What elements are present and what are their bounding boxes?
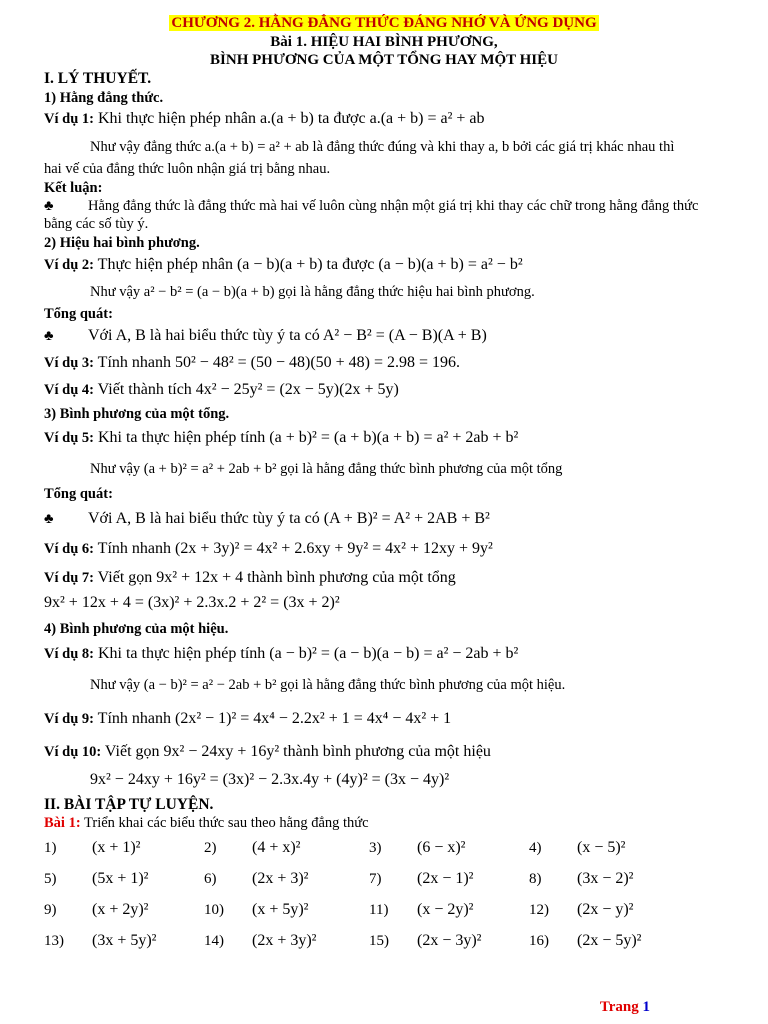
example-3-text: Tính nhanh 50² − 48² = (50 − 48)(50 + 48) = 2.98 = 196. — [93, 354, 461, 371]
conclusion-label: Kết luận: — [44, 180, 103, 196]
example-2-continuation: Như vậy a² − b² = (a − b)(a + b) gọi là hằng đẳng thức hiệu hai bình phương. — [90, 284, 535, 300]
example-9 — [44, 710, 738, 728]
exercise-expression: (6 − x)² — [417, 839, 466, 856]
exercise-expression: (2x − 5y)² — [577, 932, 642, 949]
exercise-item — [369, 929, 481, 953]
exercise-item — [529, 836, 625, 860]
exercise-expression: (x − 2y)² — [417, 901, 474, 918]
exercise-expression: (x − 5)² — [577, 839, 626, 856]
lesson-subtitle: BÌNH PHƯƠNG CỦA MỘT TỔNG HAY MỘT HIỆU — [210, 52, 558, 68]
club-bullet-icon: ♣ — [44, 511, 54, 527]
exercise-item — [369, 898, 473, 922]
lesson-title: Bài 1. HIỆU HAI BÌNH PHƯƠNG, — [270, 34, 498, 50]
practice-heading: II. BÀI TẬP TỰ LUYỆN. — [44, 796, 214, 813]
example-7-label: Ví dụ 7: — [44, 570, 94, 586]
example-7-equation: 9x² + 12x + 4 = (3x)² + 2.3x.2 + 2² = (3x + 2)² — [44, 594, 340, 611]
exercise-number: 4) — [529, 840, 542, 856]
exercise-expression: (4 + x)² — [252, 839, 301, 856]
exercise-item — [529, 929, 641, 953]
exercise-number: 15) — [369, 933, 389, 949]
section-3-heading: 3) Bình phương của một tổng. — [44, 406, 230, 422]
general-rule-3 — [44, 510, 738, 528]
exercise-item — [44, 836, 140, 860]
exercise-number: 14) — [204, 933, 224, 949]
conclusion-line-2: bằng các số tùy ý. — [44, 216, 149, 232]
exercise-expression: (2x − 3y)² — [417, 932, 482, 949]
exercise-number: 13) — [44, 933, 64, 949]
example-7 — [44, 569, 738, 587]
example-6 — [44, 540, 738, 558]
theory-heading: I. LÝ THUYẾT. — [44, 70, 152, 87]
exercise-expression: (5x + 1)² — [92, 870, 149, 887]
exercise-item — [204, 836, 300, 860]
chapter-title: CHƯƠNG 2. HẰNG ĐẲNG THỨC ĐÁNG NHỚ VÀ ỨNG DỤNG — [171, 15, 597, 31]
exercise-item — [369, 867, 473, 891]
example-8-continuation: Như vậy (a − b)² = a² − 2ab + b² gọi là hằng đẳng thức bình phương của một hiệu. — [90, 677, 566, 693]
exercise-number: 2) — [204, 840, 217, 856]
exercise-number: 10) — [204, 902, 224, 918]
example-1-continuation-2: hai vế của đẳng thức luôn nhận giá trị bằng nhau. — [44, 161, 331, 177]
exercise-expression: (2x − 1)² — [417, 870, 474, 887]
exercise-number: 3) — [369, 840, 382, 856]
exercise-1-prompt — [44, 814, 738, 832]
general-rule-2 — [44, 327, 738, 345]
club-bullet-icon: ♣ — [44, 328, 54, 344]
example-3 — [44, 354, 738, 372]
exercise-expression: (2x − y)² — [577, 901, 634, 918]
example-5-text: Khi ta thực hiện phép tính (a + b)² = (a + b)(a + b) = a² + 2ab + b² — [93, 429, 519, 446]
exercise-1-text: Triển khai các biểu thức sau theo hằng đẳng thức — [80, 815, 369, 831]
exercise-row — [44, 929, 744, 959]
exercise-item — [529, 867, 633, 891]
exercise-expression: (3x + 5y)² — [92, 932, 157, 949]
example-2-label: Ví dụ 2: — [44, 257, 94, 273]
exercise-item — [44, 929, 156, 953]
chapter-title-line — [0, 14, 768, 32]
example-1-label: Ví dụ 1: — [44, 111, 94, 127]
exercise-item — [529, 898, 633, 922]
conclusion-text — [44, 197, 738, 215]
exercise-number: 5) — [44, 871, 57, 887]
example-8-text: Khi ta thực hiện phép tính (a − b)² = (a − b)(a − b) = a² − 2ab + b² — [93, 645, 519, 662]
example-8-label: Ví dụ 8: — [44, 646, 94, 662]
exercise-item — [204, 929, 316, 953]
general-label-3: Tổng quát: — [44, 486, 113, 502]
example-8 — [44, 645, 738, 663]
exercise-item — [44, 867, 148, 891]
example-4-text: Viết thành tích 4x² − 25y² = (2x − 5y)(2x + 5y) — [93, 381, 399, 398]
exercise-expression: (2x + 3y)² — [252, 932, 317, 949]
section-2-heading: 2) Hiệu hai bình phương. — [44, 235, 200, 251]
example-6-text: Tính nhanh (2x + 3y)² = 4x² + 2.6xy + 9y² = 4x² + 12xy + 9y² — [93, 540, 493, 557]
section-4-heading: 4) Bình phương của một hiệu. — [44, 621, 229, 637]
example-5-continuation: Như vậy (a + b)² = a² + 2ab + b² gọi là hằng đẳng thức bình phương của một tổng — [90, 461, 563, 477]
exercise-number: 9) — [44, 902, 57, 918]
exercise-number: 11) — [369, 902, 389, 918]
example-3-label: Ví dụ 3: — [44, 355, 94, 371]
exercise-number: 1) — [44, 840, 57, 856]
section-1-heading: 1) Hằng đẳng thức. — [44, 90, 164, 106]
exercise-1-label: Bài 1: — [44, 815, 81, 831]
club-bullet-icon: ♣ — [44, 198, 54, 214]
example-1 — [44, 110, 738, 128]
exercise-number: 8) — [529, 871, 542, 887]
exercise-row — [44, 867, 744, 897]
exercise-row — [44, 836, 744, 866]
page-number: 1 — [642, 999, 650, 1015]
exercise-expression: (x + 1)² — [92, 839, 141, 856]
example-1-continuation: Như vậy đẳng thức a.(a + b) = a² + ab là đẳng thức đúng và khi thay a, b bởi các giá trị khác nhau thì — [90, 139, 675, 155]
exercise-item — [204, 898, 308, 922]
example-6-label: Ví dụ 6: — [44, 541, 94, 557]
example-9-text: Tính nhanh (2x² − 1)² = 4x⁴ − 2.2x² + 1 = 4x⁴ − 4x² + 1 — [93, 710, 452, 727]
exercise-item — [369, 836, 465, 860]
example-10-text: Viết gọn 9x² − 24xy + 16y² thành bình phương của một hiệu — [101, 743, 491, 760]
exercise-number: 12) — [529, 902, 549, 918]
page-footer — [600, 999, 650, 1016]
general-rule-2-text: Với A, B là hai biểu thức tùy ý ta có A² − B² = (A − B)(A + B) — [88, 327, 487, 344]
example-10-equation: 9x² − 24xy + 16y² = (3x)² − 2.3x.4y + (4y)² = (3x − 4y)² — [90, 771, 450, 788]
example-10-label: Ví dụ 10: — [44, 744, 102, 760]
exercise-number: 7) — [369, 871, 382, 887]
exercise-number: 6) — [204, 871, 217, 887]
example-9-label: Ví dụ 9: — [44, 711, 94, 727]
example-1-text: Khi thực hiện phép nhân a.(a + b) ta được a.(a + b) = a² + ab — [93, 110, 485, 127]
page-label: Trang — [599, 999, 639, 1015]
exercise-expression: (3x − 2)² — [577, 870, 634, 887]
conclusion-line-1: Hằng đẳng thức là đẳng thức mà hai vế luôn cùng nhận một giá trị khi thay các chữ trong hằng đẳng thức — [88, 198, 699, 214]
general-rule-3-text: Với A, B là hai biểu thức tùy ý ta có (A + B)² = A² + 2AB + B² — [88, 510, 490, 527]
example-7-text: Viết gọn 9x² + 12x + 4 thành bình phương của một tổng — [93, 569, 456, 586]
general-label-2: Tổng quát: — [44, 306, 113, 322]
exercise-number: 16) — [529, 933, 549, 949]
example-2-text: Thực hiện phép nhân (a − b)(a + b) ta được (a − b)(a + b) = a² − b² — [93, 256, 523, 273]
example-4 — [44, 381, 738, 399]
exercise-expression: (2x + 3)² — [252, 870, 309, 887]
example-4-label: Ví dụ 4: — [44, 382, 94, 398]
exercise-row — [44, 898, 744, 928]
exercise-expression: (x + 2y)² — [92, 901, 149, 918]
exercise-expression: (x + 5y)² — [252, 901, 309, 918]
exercise-item — [44, 898, 148, 922]
exercise-item — [204, 867, 308, 891]
example-2 — [44, 256, 738, 274]
example-5-label: Ví dụ 5: — [44, 430, 94, 446]
example-10 — [44, 743, 738, 761]
example-5 — [44, 429, 738, 447]
